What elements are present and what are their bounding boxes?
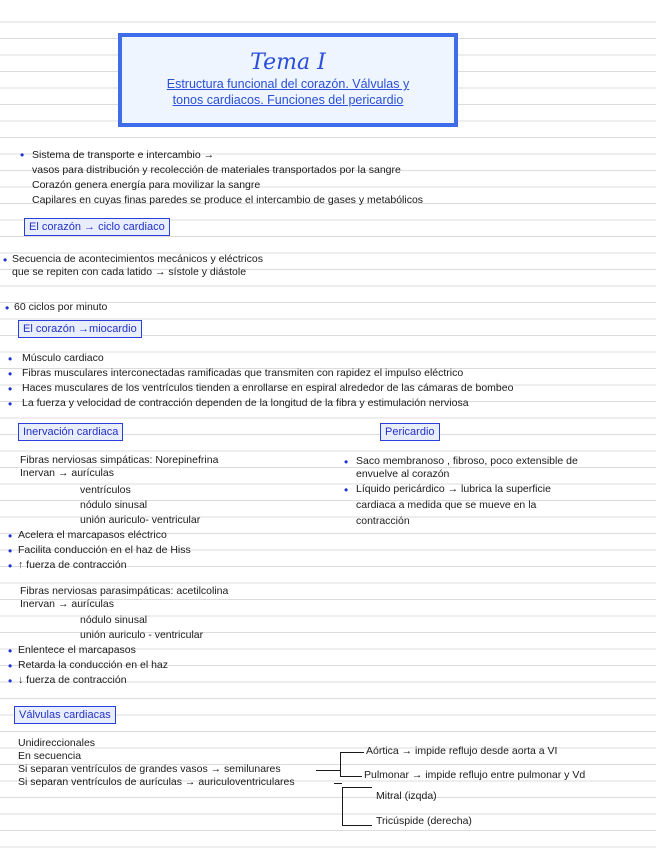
valvulas-line-1: Unidireccionales [18, 737, 96, 749]
page-subtitle-line-1: Estructura funcional del corazón. Válvulas y [166, 77, 410, 91]
valvula-pulmonar: Pulmonar → impide reflujo entre pulmonar y Vd [364, 769, 586, 781]
valvulas-heading: Válvulas cardiacas [14, 706, 116, 724]
pericardio-b2-line-1: Líquido pericárdico → lubrica la superficie [356, 483, 551, 495]
intro-line-1: Sistema de transporte e intercambio → [32, 149, 215, 161]
page-subtitle-line-2: tonos cardiacos. Funciones del pericardio [172, 93, 404, 107]
miocardio-item: La fuerza y velocidad de contracción dependen de la longitud de la fibra y estimulación nerviosa [22, 397, 469, 409]
bracket-line [342, 825, 372, 826]
bullet-dot: • [8, 397, 13, 411]
bullet-dot: • [8, 529, 13, 543]
miocardio-heading: El corazón →miocardio [18, 320, 142, 338]
pericardio-b2-line-3: contracción [356, 515, 410, 527]
bracket-line [342, 787, 343, 825]
bracket-line [340, 752, 364, 753]
bullet-dot: • [8, 674, 13, 688]
pericardio-b1-line-2: envuelve al corazón [356, 468, 450, 480]
simpaticas-target: nódulo sinusal [80, 499, 148, 511]
bullet-dot: • [8, 367, 13, 381]
intro-line-2: vasos para distribución y recolección de materiales transportados por la sangre [32, 164, 401, 176]
page-title: Tema I [250, 50, 326, 75]
ciclo-line-3: 60 ciclos por minuto [14, 301, 108, 313]
parasimpaticas-effect: Enlentece el marcapasos [18, 644, 136, 656]
pericardio-heading: Pericardio [380, 423, 440, 441]
valvulas-line-4: Si separan ventrículos de aurículas → auriculoventriculares [18, 776, 295, 788]
bullet-dot: • [5, 301, 10, 315]
ciclo-line-1: Secuencia de acontecimientos mecánicos y eléctricos [12, 253, 263, 265]
valvula-tricuspide: Tricúspide (derecha) [376, 815, 472, 827]
bullet-dot: • [8, 644, 13, 658]
title-inner [122, 37, 454, 123]
valvulas-line-2: En secuencia [18, 750, 82, 762]
ciclo-line-2: que se repiten con cada latido → sístole y diástole [12, 266, 247, 278]
parasimpaticas-effect: ↓ fuerza de contracción [18, 674, 127, 686]
simpaticas-target: ventrículos [80, 484, 131, 496]
valvula-mitral: Mitral (izqda) [376, 790, 437, 802]
parasimpaticas-inervan: Inervan → aurículas [20, 598, 114, 610]
parasimpaticas-title: Fibras nerviosas parasimpáticas: acetilcolina [20, 585, 229, 597]
bullet-dot: • [8, 659, 13, 673]
bracket-line [334, 783, 342, 784]
bracket-line [340, 752, 341, 777]
bracket-line [340, 776, 362, 777]
ciclo-cardiaco-heading: El corazón → ciclo cardiaco [24, 218, 170, 236]
pericardio-b2-line-2: cardiaca a medida que se mueve en la [356, 499, 537, 511]
miocardio-item: Fibras musculares interconectadas ramificadas que transmiten con rapidez el impulso eléctrico [22, 367, 464, 379]
bullet-dot: • [8, 382, 13, 396]
bullet-dot: • [344, 483, 349, 497]
intro-line-3: Corazón genera energía para movilizar la sangre [32, 179, 261, 191]
bullet-dot: • [344, 455, 349, 469]
parasimpaticas-target: nódulo sinusal [80, 614, 148, 626]
simpaticas-effect: Facilita conducción en el haz de Hiss [18, 544, 191, 556]
inervacion-heading: Inervación cardiaca [18, 423, 123, 441]
bullet-dot: • [8, 544, 13, 558]
parasimpaticas-target: unión auriculo - ventricular [80, 629, 204, 641]
bracket-line [316, 770, 340, 771]
simpaticas-target: unión auriculo- ventricular [80, 514, 201, 526]
bullet-dot: • [8, 559, 13, 573]
valvula-aortica: Aórtica → impide reflujo desde aorta a VI [366, 745, 558, 757]
valvulas-line-3: Si separan ventrículos de grandes vasos → semilunares [18, 763, 281, 775]
bullet-dot: • [20, 148, 25, 162]
simpaticas-inervan: Inervan → aurículas [20, 467, 114, 479]
miocardio-item: Haces musculares de los ventrículos tienden a enrollarse en espiral alrededor de las cámaras de bombeo [22, 382, 514, 394]
intro-line-4: Capilares en cuyas finas paredes se produce el intercambio de gases y metabólicos [32, 194, 424, 206]
title-box [118, 33, 458, 127]
bracket-line [342, 787, 372, 788]
parasimpaticas-effect: Retarda la conducción en el haz [18, 659, 169, 671]
miocardio-item: Músculo cardiaco [22, 352, 104, 364]
simpaticas-title: Fibras nerviosas simpáticas: Norepinefrina [20, 454, 219, 466]
bullet-dot: • [8, 352, 13, 366]
simpaticas-effect: ↑ fuerza de contracción [18, 559, 127, 571]
simpaticas-effect: Acelera el marcapasos eléctrico [18, 529, 167, 541]
pericardio-b1-line-1: Saco membranoso , fibroso, poco extensible de [356, 455, 578, 467]
bullet-dot: • [3, 253, 8, 267]
